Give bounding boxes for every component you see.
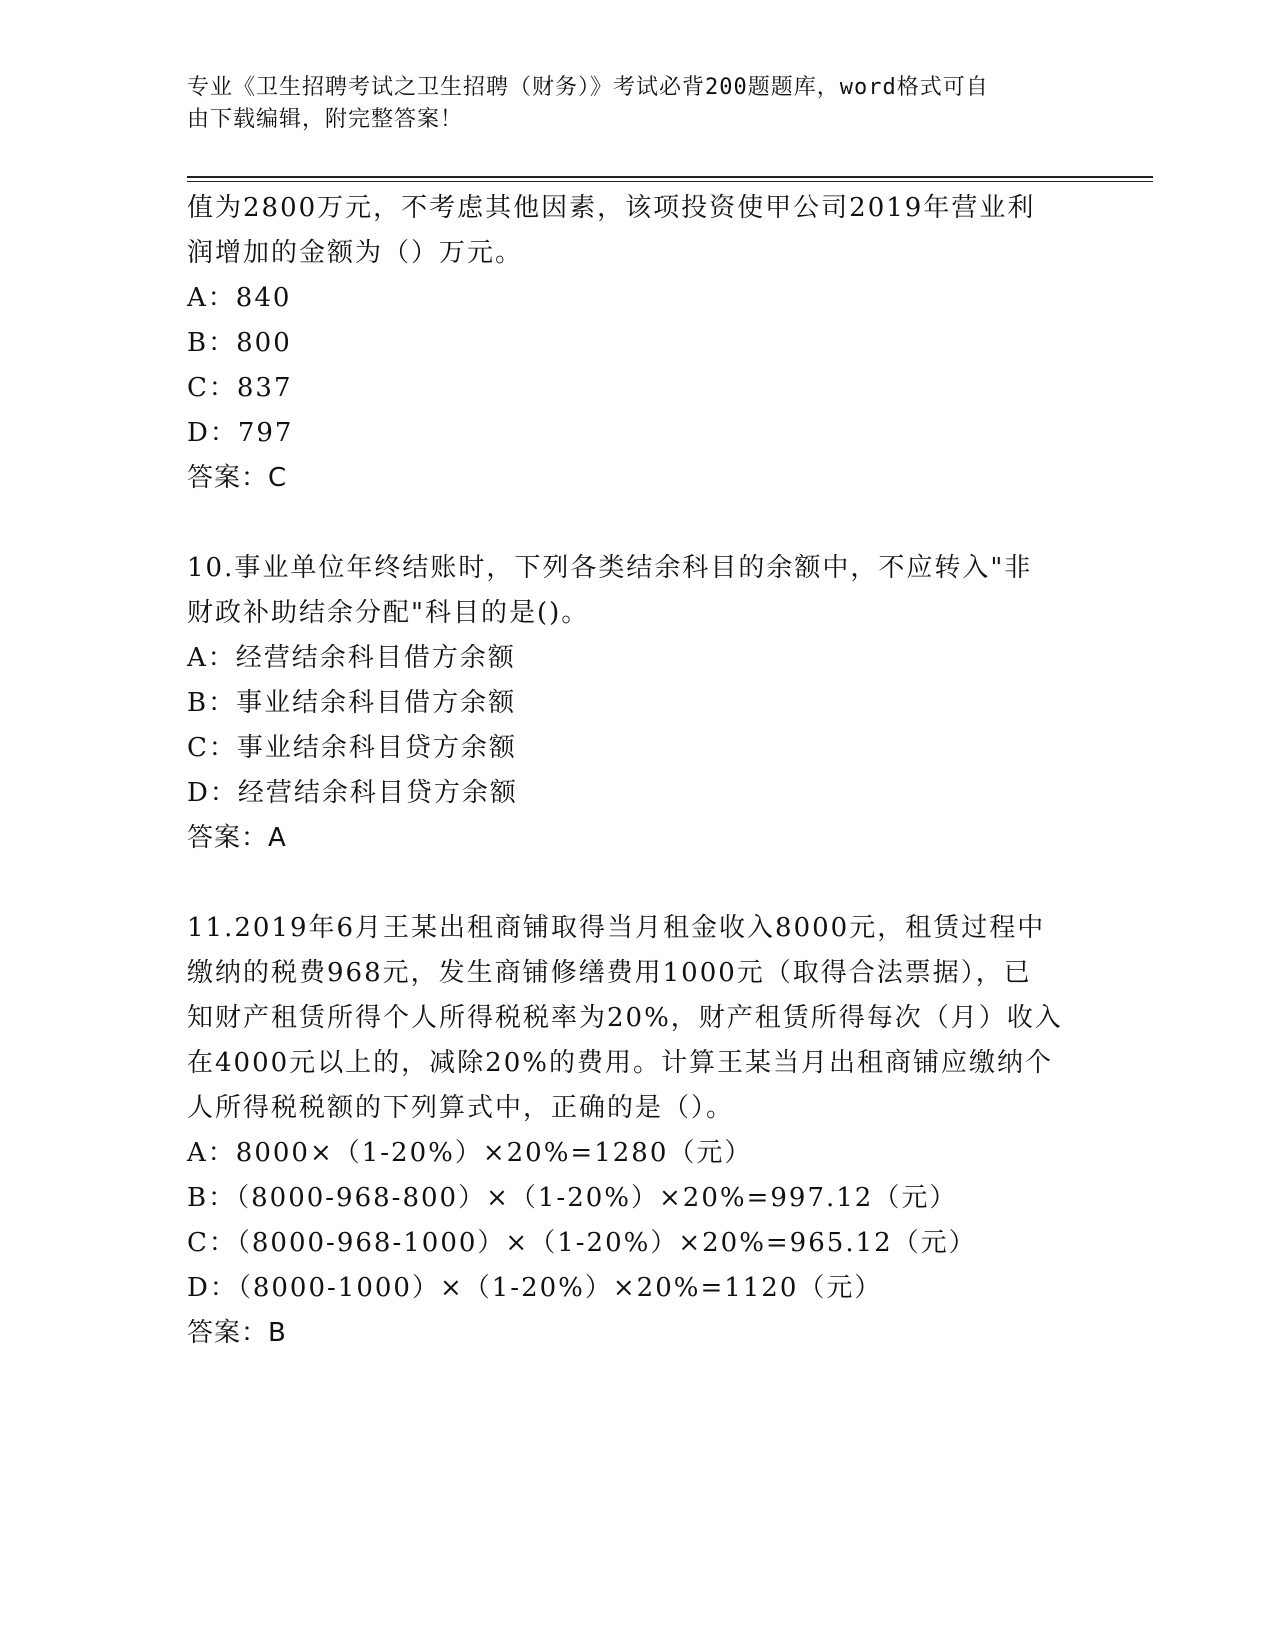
option-d: D：797 [187,418,294,448]
option-b: B：800 [187,328,292,358]
question-text-line: 11.2019年6月王某出租商铺取得当月租金收入8000元，租赁过程中 [187,913,1046,943]
document-header [187,72,1067,136]
question-text-line: 缴纳的税费968元，发生商铺修缮费用1000元（取得合法票据），已 [187,958,1032,988]
question-text-line: 知财产租赁所得个人所得税税率为20%，财产租赁所得每次（月）收入 [187,1003,1063,1033]
option-c: C：837 [187,373,293,403]
document-content [187,186,1087,1356]
option-c: C：（8000-968-1000）×（1-20%）×20%=965.12（元） [187,1228,977,1258]
header-rule-thick [187,176,1153,178]
option-a: A：840 [187,283,292,313]
spacer [187,861,1087,906]
question-text-line: 财政补助结余分配"科目的是()。 [187,598,590,628]
header-line-1: 专业《卫生招聘考试之卫生招聘（财务）》考试必背200题题库，word格式可自 [187,75,989,100]
header-rule-thin [187,181,1153,182]
option-a: A：经营结余科目借方余额 [187,643,516,673]
question-10 [187,546,1087,861]
answer-line: 答案：B [187,1318,287,1348]
question-text-line: 值为2800万元，不考虑其他因素，该项投资使甲公司2019年营业利 [187,193,1036,223]
option-d: D：经营结余科目贷方余额 [187,778,518,808]
header-line-2: 由下载编辑，附完整答案！ [187,107,464,132]
option-d: D：（8000-1000）×（1-20%）×20%=1120（元） [187,1273,883,1303]
question-9 [187,186,1087,501]
question-text-line: 人所得税税额的下列算式中，正确的是（）。 [187,1093,735,1123]
question-text-line: 在4000元以上的，减除20%的费用。计算王某当月出租商铺应缴纳个 [187,1048,1053,1078]
answer-line: 答案：A [187,823,287,853]
question-11 [187,906,1087,1356]
option-b: B：（8000-968-800）×（1-20%）×20%=997.12（元） [187,1183,958,1213]
question-text-line: 10.事业单位年终结账时，下列各类结余科目的余额中，不应转入"非 [187,553,1033,583]
answer-line: 答案：C [187,463,288,493]
option-a: A：8000×（1-20%）×20%=1280（元） [187,1138,753,1168]
option-c: C：事业结余科目贷方余额 [187,733,517,763]
option-b: B：事业结余科目借方余额 [187,688,517,718]
spacer [187,501,1087,546]
question-text-line: 润增加的金额为（）万元。 [187,238,524,268]
